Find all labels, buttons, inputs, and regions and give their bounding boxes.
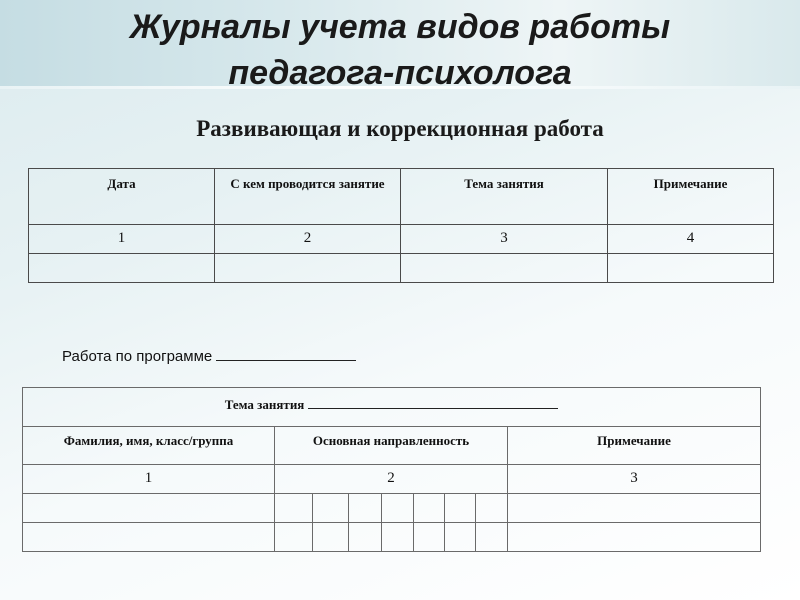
page-title-line-2: педагога-психолога <box>228 54 572 92</box>
empty-cell <box>23 494 275 523</box>
table-number-row <box>29 225 774 254</box>
table-row <box>23 494 761 523</box>
column-number: 3 <box>401 225 608 254</box>
table-number-row <box>23 465 761 494</box>
table-row <box>23 523 761 552</box>
program-work-table <box>22 387 761 552</box>
empty-cell <box>476 523 508 552</box>
header-date: Дата <box>29 169 215 225</box>
column-number: 4 <box>608 225 774 254</box>
empty-cell <box>313 494 349 523</box>
empty-cell <box>23 523 275 552</box>
header-topic: Тема занятия <box>401 169 608 225</box>
header-with-whom: С кем проводится занятие <box>215 169 401 225</box>
empty-cell <box>476 494 508 523</box>
column-number: 2 <box>215 225 401 254</box>
page-title-line-1: Журналы учета видов работы <box>129 8 671 46</box>
page-title <box>0 4 800 96</box>
header-note: Примечание <box>508 427 761 465</box>
empty-cell <box>275 494 313 523</box>
empty-cell <box>508 494 761 523</box>
empty-cell <box>349 494 382 523</box>
empty-cell <box>313 523 349 552</box>
empty-cell <box>445 523 476 552</box>
program-line <box>62 346 356 365</box>
header-direction: Основная направленность <box>275 427 508 465</box>
empty-cell <box>445 494 476 523</box>
topic-cell <box>23 388 761 427</box>
empty-cell <box>29 254 215 283</box>
column-number: 2 <box>275 465 508 494</box>
empty-cell <box>508 523 761 552</box>
table-header-row <box>29 169 774 225</box>
empty-cell <box>275 523 313 552</box>
empty-cell <box>382 494 414 523</box>
empty-cell <box>382 523 414 552</box>
empty-cell <box>349 523 382 552</box>
correction-work-table <box>28 168 774 283</box>
column-number: 1 <box>23 465 275 494</box>
column-number: 3 <box>508 465 761 494</box>
topic-blank <box>308 396 558 409</box>
header-name-class: Фамилия, имя, класс/группа <box>23 427 275 465</box>
empty-cell <box>401 254 608 283</box>
section-subtitle: Развивающая и коррекционная работа <box>196 116 604 141</box>
topic-label: Тема занятия <box>224 397 305 412</box>
program-blank <box>216 346 356 361</box>
empty-cell <box>414 494 445 523</box>
header-note: Примечание <box>608 169 774 225</box>
table-row <box>29 254 774 283</box>
topic-row <box>23 388 761 427</box>
column-number: 1 <box>29 225 215 254</box>
empty-cell <box>608 254 774 283</box>
table-header-row <box>23 427 761 465</box>
empty-cell <box>215 254 401 283</box>
empty-cell <box>414 523 445 552</box>
program-label: Работа по программе <box>62 348 213 365</box>
